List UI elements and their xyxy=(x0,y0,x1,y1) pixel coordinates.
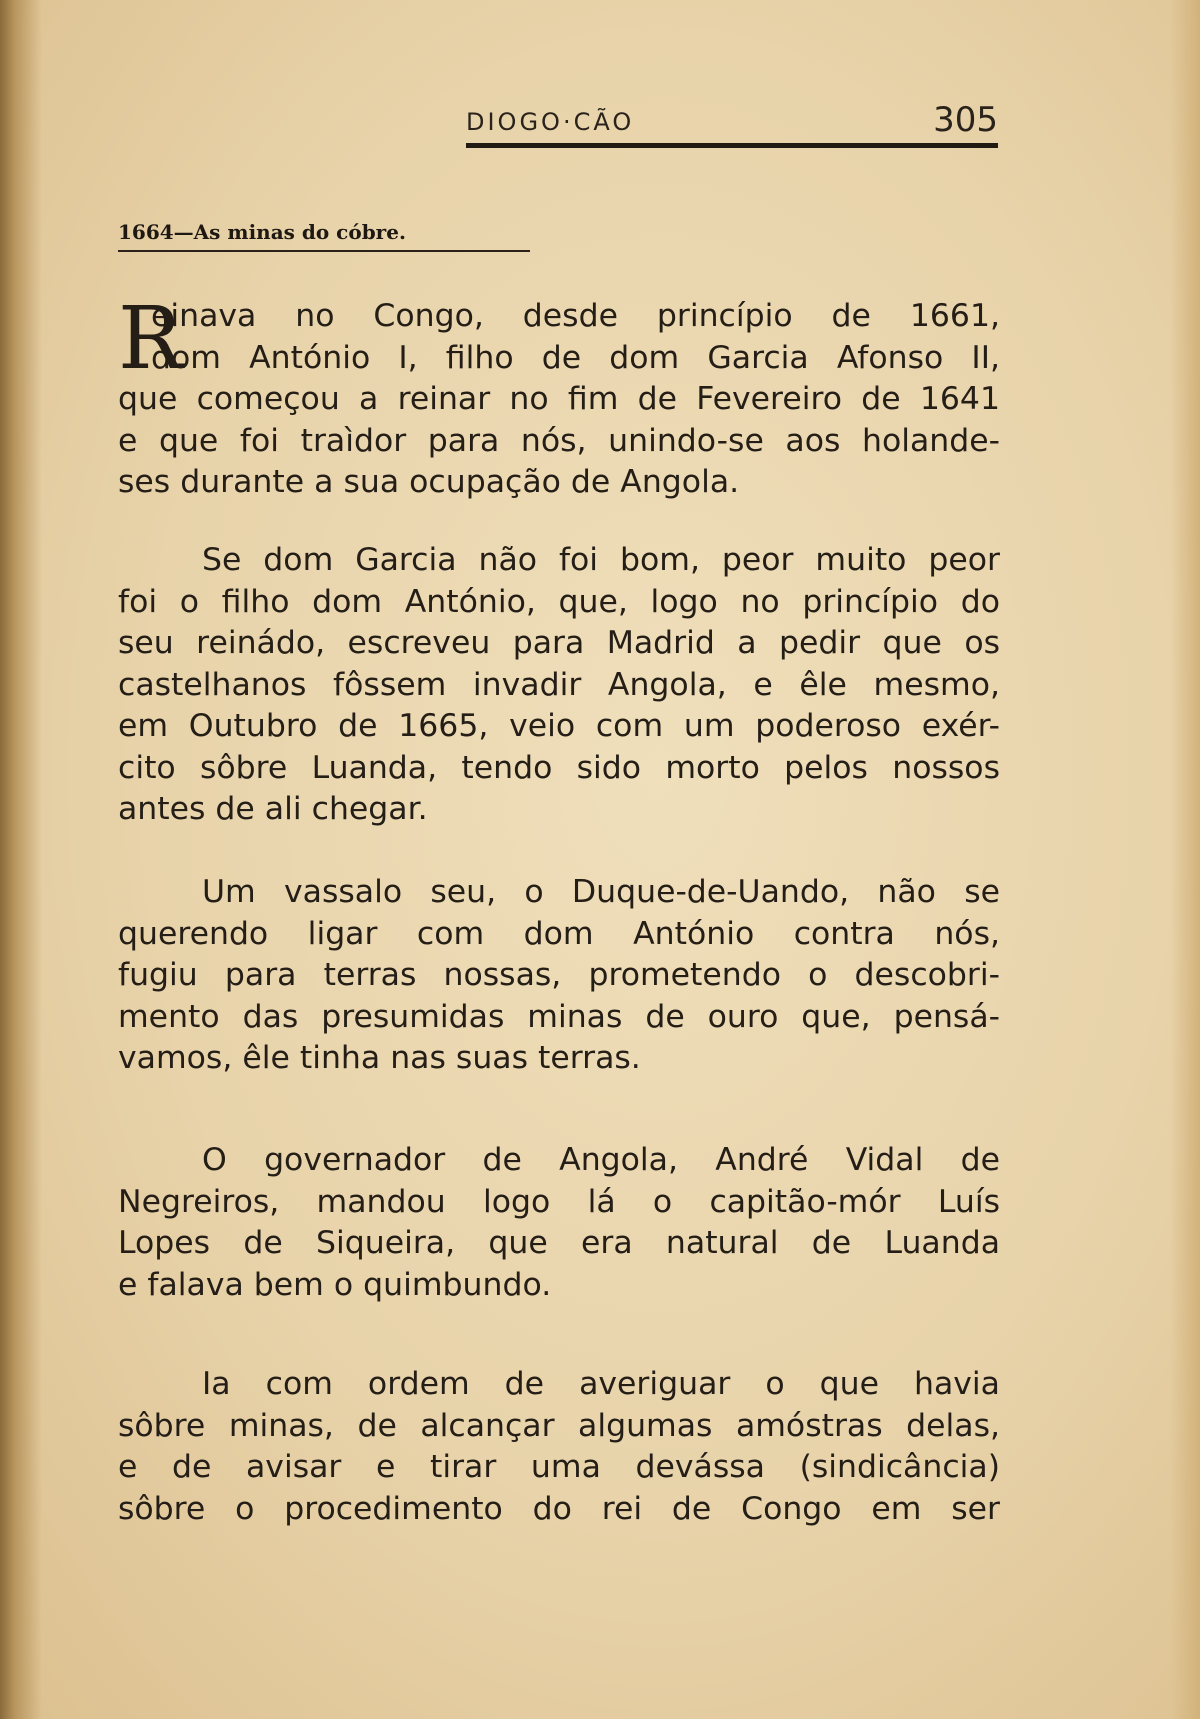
running-title: DIOGO·CÃO xyxy=(466,108,635,136)
text-line: sôbre minas, de alcançar algumas amóstras delas, xyxy=(118,1407,1000,1444)
running-head xyxy=(466,100,998,140)
text-line: castelhanos fôssem invadir Angola, e êle mesmo, xyxy=(118,666,1000,703)
text-line: e de avisar e tirar uma devássa (sindicância) xyxy=(118,1449,1000,1485)
text-line: Negreiros, mandou logo lá o capitão-mór Luís xyxy=(118,1183,1000,1220)
section-heading: 1664—As minas do cóbre. xyxy=(118,220,406,244)
text-line: e falava bem o quimbundo. xyxy=(118,1266,552,1303)
text-line: O governador de Angola, André Vidal de xyxy=(202,1142,1000,1178)
text-line: Se dom Garcia não foi bom, peor muito peor xyxy=(202,542,1000,578)
text-line: einava no Congo, desde princípio de 1661, xyxy=(151,298,1000,334)
text-line: dom António I, filho de dom Garcia Afonso II, xyxy=(151,339,1000,376)
paragraph-3 xyxy=(118,872,1000,1080)
text-line: querendo ligar com dom António contra nós, xyxy=(118,915,1000,952)
text-line: mento das presumidas minas de ouro que, pensá- xyxy=(118,998,1000,1035)
spine-shadow xyxy=(0,0,42,1719)
text-line: seu reinádo, escreveu para Madrid a pedir que os xyxy=(118,625,1000,661)
running-head-rule xyxy=(466,143,998,148)
section-heading-rule xyxy=(118,250,530,252)
text-line: em Outubro de 1665, veio com um poderoso exér- xyxy=(118,708,1000,744)
text-line: sôbre o procedimento do rei de Congo em ser xyxy=(118,1490,1000,1527)
text-line: ses durante a sua ocupação de Angola. xyxy=(118,464,740,500)
paragraph-2 xyxy=(118,540,1000,831)
text-line: cito sôbre Luanda, tendo sido morto pelos nossos xyxy=(118,749,1000,786)
page-number: 305 xyxy=(933,100,998,140)
text-line: Um vassalo seu, o Duque-de-Uando, não se xyxy=(202,874,1000,910)
drop-cap: R xyxy=(118,289,183,389)
paragraph-5 xyxy=(118,1364,1000,1530)
text-line: vamos, êle tinha nas suas terras. xyxy=(118,1040,641,1076)
text-line: que começou a reinar no fim de Fevereiro de 1641 xyxy=(118,381,1000,417)
text-line: e que foi traìdor para nós, unindo-se aos holande- xyxy=(118,422,1000,459)
text-line: antes de ali chegar. xyxy=(118,791,428,827)
page-edge-shading xyxy=(1170,0,1200,1719)
text-line: Lopes de Siqueira, que era natural de Luanda xyxy=(118,1225,1000,1261)
text-line: fugiu para terras nossas, prometendo o descobri- xyxy=(118,957,1000,993)
text-line: foi o filho dom António, que, logo no princípio do xyxy=(118,583,1000,620)
paragraph-4 xyxy=(118,1140,1000,1306)
paragraph-1 xyxy=(118,289,1000,504)
text-line: Ia com ordem de averiguar o que havia xyxy=(202,1366,1000,1402)
